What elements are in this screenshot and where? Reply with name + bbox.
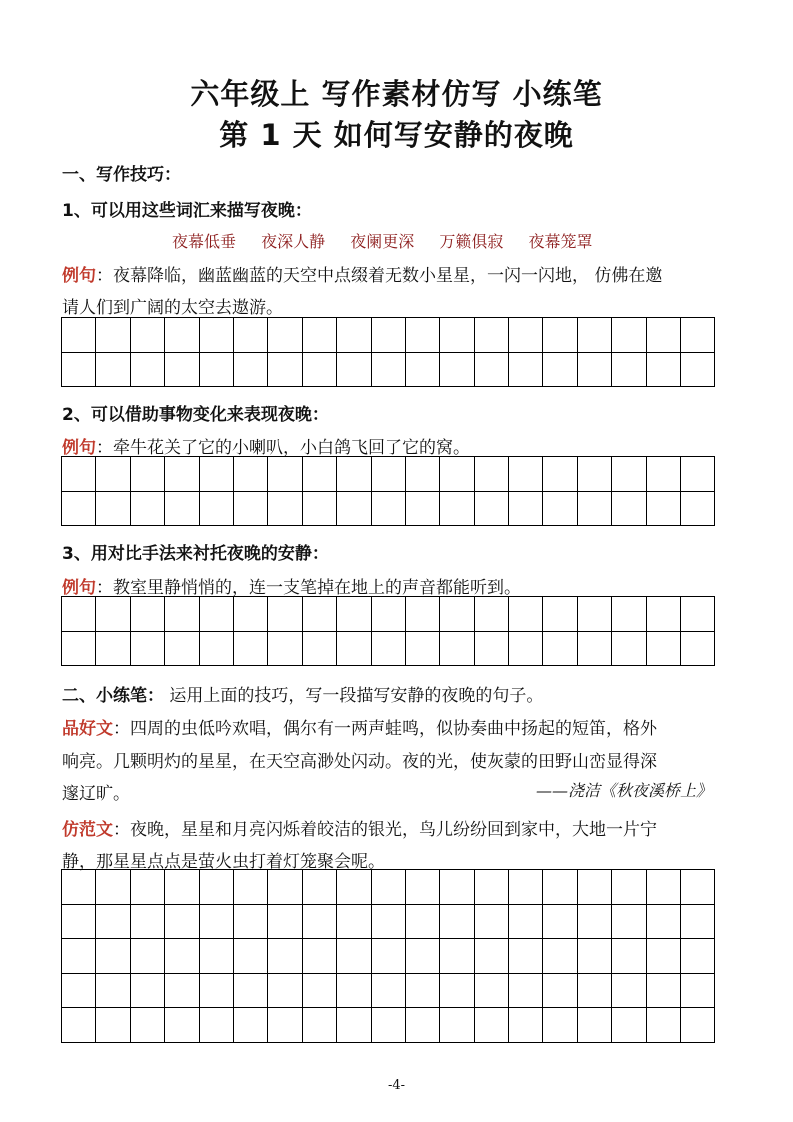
example-text: ：夜幕降临，幽蓝幽蓝的天空中点缀着无数小星星，一闪一闪地， 仿佛在邀 xyxy=(96,266,663,286)
example-text: ：教室里静悄悄的，连一支笔掉在地上的声音都能听到。 xyxy=(96,578,521,598)
model-text: ：夜晚，星星和月亮闪烁着皎洁的银光，鸟儿纷纷回到家中，大地一片宁 xyxy=(113,820,657,840)
example-label: 例句 xyxy=(62,438,96,458)
vocab-word: 夜幕笼罩 xyxy=(528,232,593,251)
writing-grid-1[interactable] xyxy=(61,317,715,387)
example-label: 例句 xyxy=(62,266,96,286)
tip1-example xyxy=(62,261,662,286)
tip1-heading: 1、可以用这些词汇来描写夜晚： xyxy=(62,201,312,221)
title-line-2: 第 1 天 如何写安静的夜晚 xyxy=(219,118,574,152)
tip3-example xyxy=(62,573,521,598)
vocab-word: 夜幕低垂 xyxy=(172,232,237,251)
good-text-line2: 响亮。几颗明灼的星星，在天空高渺处闪动。夜的光，使灰蒙的田野山峦显得深 xyxy=(62,752,657,772)
good-text-label: 品好文 xyxy=(62,719,113,739)
section2-heading-row xyxy=(62,681,543,706)
good-text-line1 xyxy=(62,714,657,739)
good-text: ：四周的虫低吟欢唱，偶尔有一两声蛙鸣，似协奏曲中扬起的短笛，格外 xyxy=(113,719,657,739)
model-text-line2: 静，那星星点点是萤火虫打着灯笼聚会呢。 xyxy=(62,852,385,872)
good-text-line3: 邃辽旷。 xyxy=(62,784,130,804)
example-text: ：牵牛花关了它的小喇叭，小白鸽飞回了它的窝。 xyxy=(96,438,470,458)
tip3-heading: 3、用对比手法来衬托夜晚的安静： xyxy=(62,544,329,564)
section2-heading: 二、小练笔： xyxy=(62,686,164,706)
model-text-label: 仿范文 xyxy=(62,820,113,840)
writing-grid-2[interactable] xyxy=(61,456,715,526)
vocab-list xyxy=(172,229,612,252)
tip2-heading: 2、可以借助事物变化来表现夜晚： xyxy=(62,405,329,425)
vocab-word: 万籁俱寂 xyxy=(439,232,504,251)
title-line-1: 六年级上 写作素材仿写 小练笔 xyxy=(190,77,603,111)
vocab-word: 夜深人静 xyxy=(261,232,326,251)
vocab-word: 夜阑更深 xyxy=(350,232,415,251)
section2-instruction: 运用上面的技巧，写一段描写安静的夜晚的句子。 xyxy=(169,686,544,706)
writing-grid-4[interactable] xyxy=(61,869,715,1043)
example-label: 例句 xyxy=(62,578,96,598)
tip2-example xyxy=(62,433,470,458)
page-number: -4- xyxy=(387,1078,406,1093)
section1-heading: 一、写作技巧： xyxy=(62,165,181,185)
writing-grid-3[interactable] xyxy=(61,596,715,666)
tip1-example-line2: 请人们到广阔的太空去遨游。 xyxy=(62,298,283,318)
model-text-line1 xyxy=(62,815,657,840)
source-quote: ——浇洁《秋夜溪桥上》 xyxy=(536,781,713,800)
